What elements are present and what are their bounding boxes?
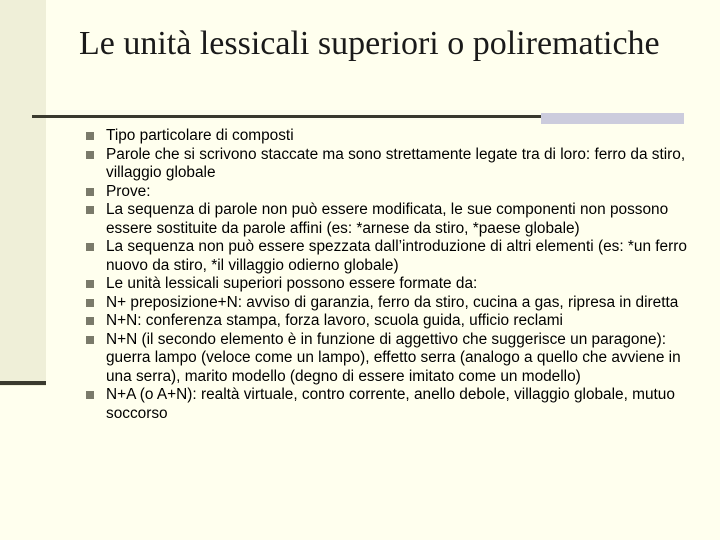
bullet-text: N+A (o A+N): realtà virtuale, contro corrente, anello debole, villaggio globale, mutuo soccorso bbox=[106, 386, 675, 422]
bullet-text: La sequenza di parole non può essere modificata, le sue componenti non possono essere sostituite da parole affini (es: *arnese da stiro, *paese globale) bbox=[106, 201, 669, 237]
square-bullet-icon bbox=[86, 280, 94, 288]
bullet-item bbox=[84, 127, 694, 146]
bullet-text: N+ preposizione+N: avviso di garanzia, ferro da stiro, cucina a gas, ripresa in diretta bbox=[106, 293, 679, 311]
square-bullet-icon bbox=[86, 317, 94, 325]
bullet-text: N+N: conferenza stampa, forza lavoro, scuola guida, ufficio reclami bbox=[106, 312, 563, 329]
bullet-text: Tipo particolare di composti bbox=[106, 127, 294, 144]
bullet-item bbox=[84, 238, 694, 275]
square-bullet-icon bbox=[86, 243, 94, 251]
bullet-list bbox=[84, 127, 694, 423]
bullet-text: Prove: bbox=[106, 182, 151, 200]
bullet-item bbox=[84, 275, 694, 294]
bullet-item bbox=[84, 183, 694, 202]
bullet-item bbox=[84, 201, 694, 238]
left-decorative-band bbox=[0, 0, 46, 386]
bullet-text: N+N (il secondo elemento è in funzione di aggettivo che suggerisce un paragone): guerra lampo (veloce come un lampo), effetto serra (analogo a quello che avviene in una serra), marito modello (degno di essere imitato come un modello) bbox=[106, 330, 681, 385]
title-underline-accent bbox=[541, 113, 684, 124]
bullet-item bbox=[84, 146, 694, 183]
square-bullet-icon bbox=[86, 299, 94, 307]
slide-title: Le unità lessicali superiori o polirematiche bbox=[79, 25, 660, 62]
square-bullet-icon bbox=[86, 206, 94, 214]
square-bullet-icon bbox=[86, 132, 94, 140]
bullet-text: La sequenza non può essere spezzata dall’introduzione di altri elementi (es: *un ferro nuovo da stiro, *il villaggio odierno globale) bbox=[106, 238, 687, 274]
bullet-item bbox=[84, 386, 694, 423]
bullet-text: Le unità lessicali superiori possono essere formate da: bbox=[106, 275, 478, 292]
bullet-item bbox=[84, 331, 694, 387]
square-bullet-icon bbox=[86, 336, 94, 344]
bullet-item bbox=[84, 294, 694, 313]
left-band-divider bbox=[0, 381, 46, 385]
square-bullet-icon bbox=[86, 188, 94, 196]
bullet-text: Parole che si scrivono staccate ma sono strettamente legate tra di loro: ferro da stiro, villaggio globale bbox=[106, 145, 686, 181]
square-bullet-icon bbox=[86, 391, 94, 399]
square-bullet-icon bbox=[86, 151, 94, 159]
bullet-item bbox=[84, 312, 694, 331]
